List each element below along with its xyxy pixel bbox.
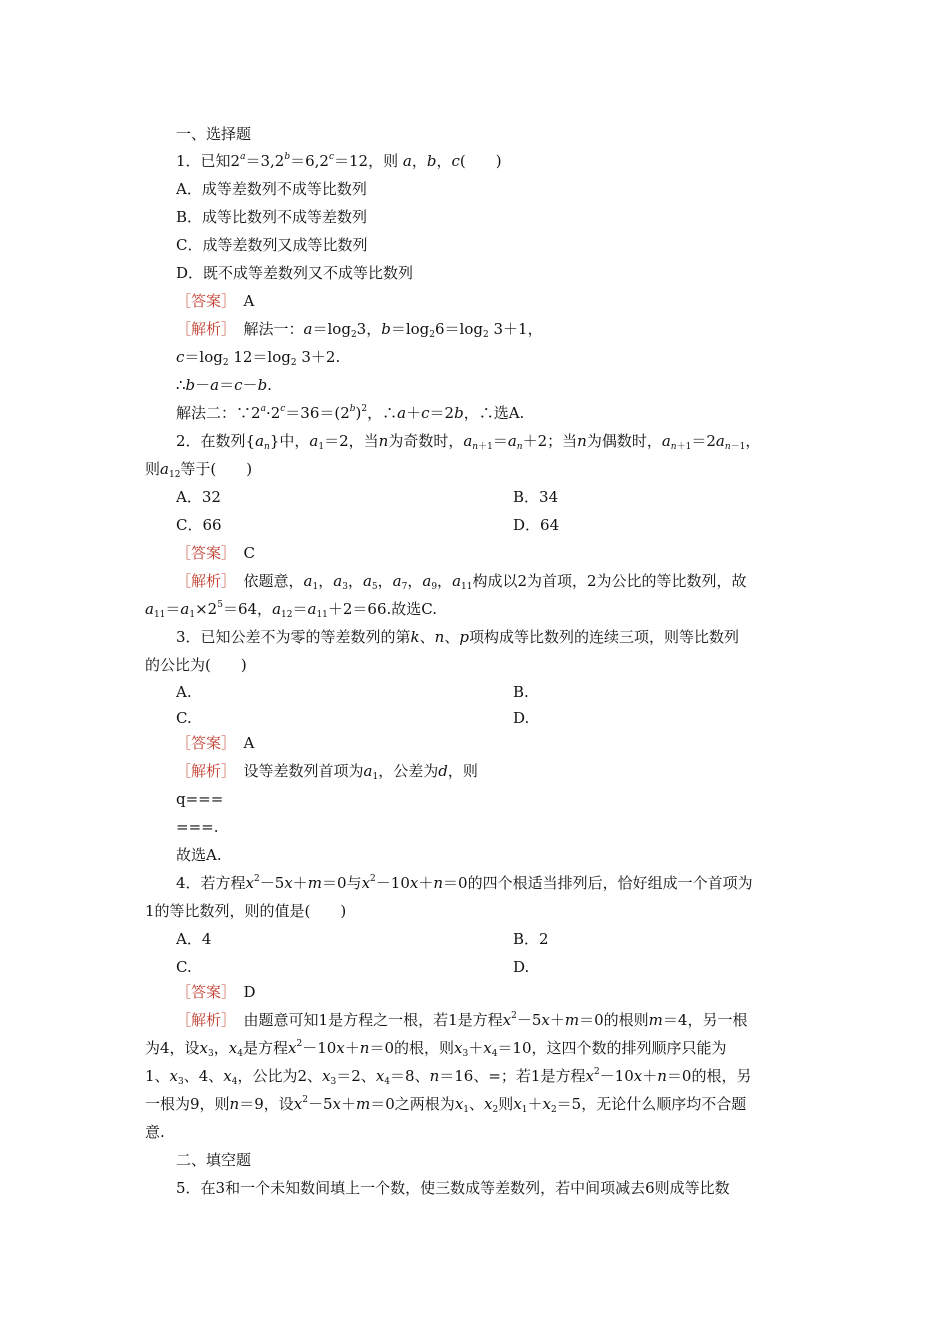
analysis-label: ［解析］ [176,762,229,780]
q3-stem-line1: 3．已知公差不为零的等差数列的第k、n、p项构成等比数列的连续三项，则等比数列 [176,628,739,646]
q2-analysis-line2: $a_{11}=a_1\times 2^5=64$，$a_{12}=a_{11}+2=66$.故选C. [145,600,438,620]
q3-option-a: A. [176,683,192,701]
q4-option-d: D. [513,958,530,976]
q4-analysis-line1: ［解析］ 由题意可知1是方程之一根，若1是方程$x^2-5x+m=0$的根则m＝4，另一根 [176,1011,748,1029]
q3-analysis-line2: q=== [176,790,224,808]
q2-option-c: C．66 [176,516,222,534]
q2-option-a: A．32 [176,488,221,506]
answer-label: ［答案］ [176,544,229,562]
q3-analysis-line4: 故选A. [176,846,222,864]
q2-stem-line2: 则$a_{12}$等于( ) [145,460,253,480]
q4-option-a: A．4 [176,930,212,948]
q2-option-d: D．64 [513,516,560,534]
q4-option-b: B．2 [513,930,549,948]
answer-label: ［答案］ [176,292,229,310]
q1-answer: ［答案］ A [176,292,255,310]
q2-analysis-line1: ［解析］ 依题意，$a_1$，$a_3$，$a_5$，$a_7$，$a_9$，$a_{11}$构成以2为首项，2为公比的等比数列，故 [176,572,747,592]
q1-analysis-line3: ∴b－a＝c－b. [176,376,272,394]
q4-analysis-line2: 为4，设$x_3$，$x_4$是方程$x^2-10x+n=0$的根，则$x_3+x_4=10$，这四个数的排列顺序只能为 [145,1039,727,1059]
q4-option-c: C. [176,958,192,976]
q1-option-a: A．成等差数列不成等比数列 [176,180,367,198]
q3-answer: ［答案］ A [176,734,255,752]
q3-analysis-line1: ［解析］ 设等差数列首项为$a_1$，公差为d，则 [176,762,478,782]
q1-analysis-line4: 解法二：$\because 2^a\cdot 2^c=36=(2^b)^2$，∴a＋c＝2b，∴选A. [176,404,525,422]
q4-stem-line1: 4．若方程$x^2-5x+m=0$与$x^2-10x+n=0$的四个根适当排列后，恰好组成一个首项为 [176,874,753,892]
q1-analysis-line1: ［解析］ 解法一：$a=\log_23$，$b=\log_26=\log_2$ 3＋1， [176,320,543,340]
q3-stem-line2: 的公比为( ) [145,656,247,674]
q4-analysis-line4: 一根为9，则n＝9，设$x^2-5x+m=0$之两根为$x_1$、$x_2$则$x_1+x_2=5$，无论什么顺序均不合题 [145,1095,747,1115]
q4-analysis-line5: 意. [145,1123,165,1141]
q1-option-d: D．既不成等差数列又不成等比数列 [176,264,414,282]
answer-label: ［答案］ [176,983,229,1001]
answer-label: ［答案］ [176,734,229,752]
q1-analysis-line2: $c=\log_2$ $12=\log_2$ 3＋2. [176,348,341,368]
q5-stem: 5．在3和一个未知数间填上一个数，使三数成等差数列，若中间项减去6则成等比数 [176,1179,730,1197]
q3-option-d: D. [513,709,530,727]
analysis-label: ［解析］ [176,320,229,338]
q2-answer: ［答案］ C [176,544,256,562]
section-choice-heading: 一、选择题 [176,125,252,143]
q3-option-b: B. [513,683,529,701]
q2-option-b: B．34 [513,488,559,506]
q3-analysis-line3: ===. [176,818,219,836]
q3-option-c: C. [176,709,192,727]
q4-analysis-line3: 1、$x_3$、4、$x_4$，公比为2、$x_3=2$、$x_4=8$、n＝16、=；若1是方程$x^2-10x+n=0$的根，另 [145,1067,752,1087]
analysis-label: ［解析］ [176,572,229,590]
section-fill-heading: 二、填空题 [176,1151,252,1169]
q1-option-b: B．成等比数列不成等差数列 [176,208,368,226]
q1-stem: 1．已知$2^a=3,2^b=6,2^c=12$，则 a，b，c( ) [176,152,502,170]
q4-answer: ［答案］ D [176,983,256,1001]
q2-stem-line1: 2．在数列$\{a_n\}$中，$a_1=2$，当n为奇数时，$a_{n+1}=a_n+2$；当n为偶数时，$a_{n+1}=2a_{n-1}$， [176,432,761,452]
q4-stem-line2: 1的等比数列，则的值是( ) [145,902,347,920]
analysis-label: ［解析］ [176,1011,229,1029]
q1-option-c: C．成等差数列又成等比数列 [176,236,368,254]
